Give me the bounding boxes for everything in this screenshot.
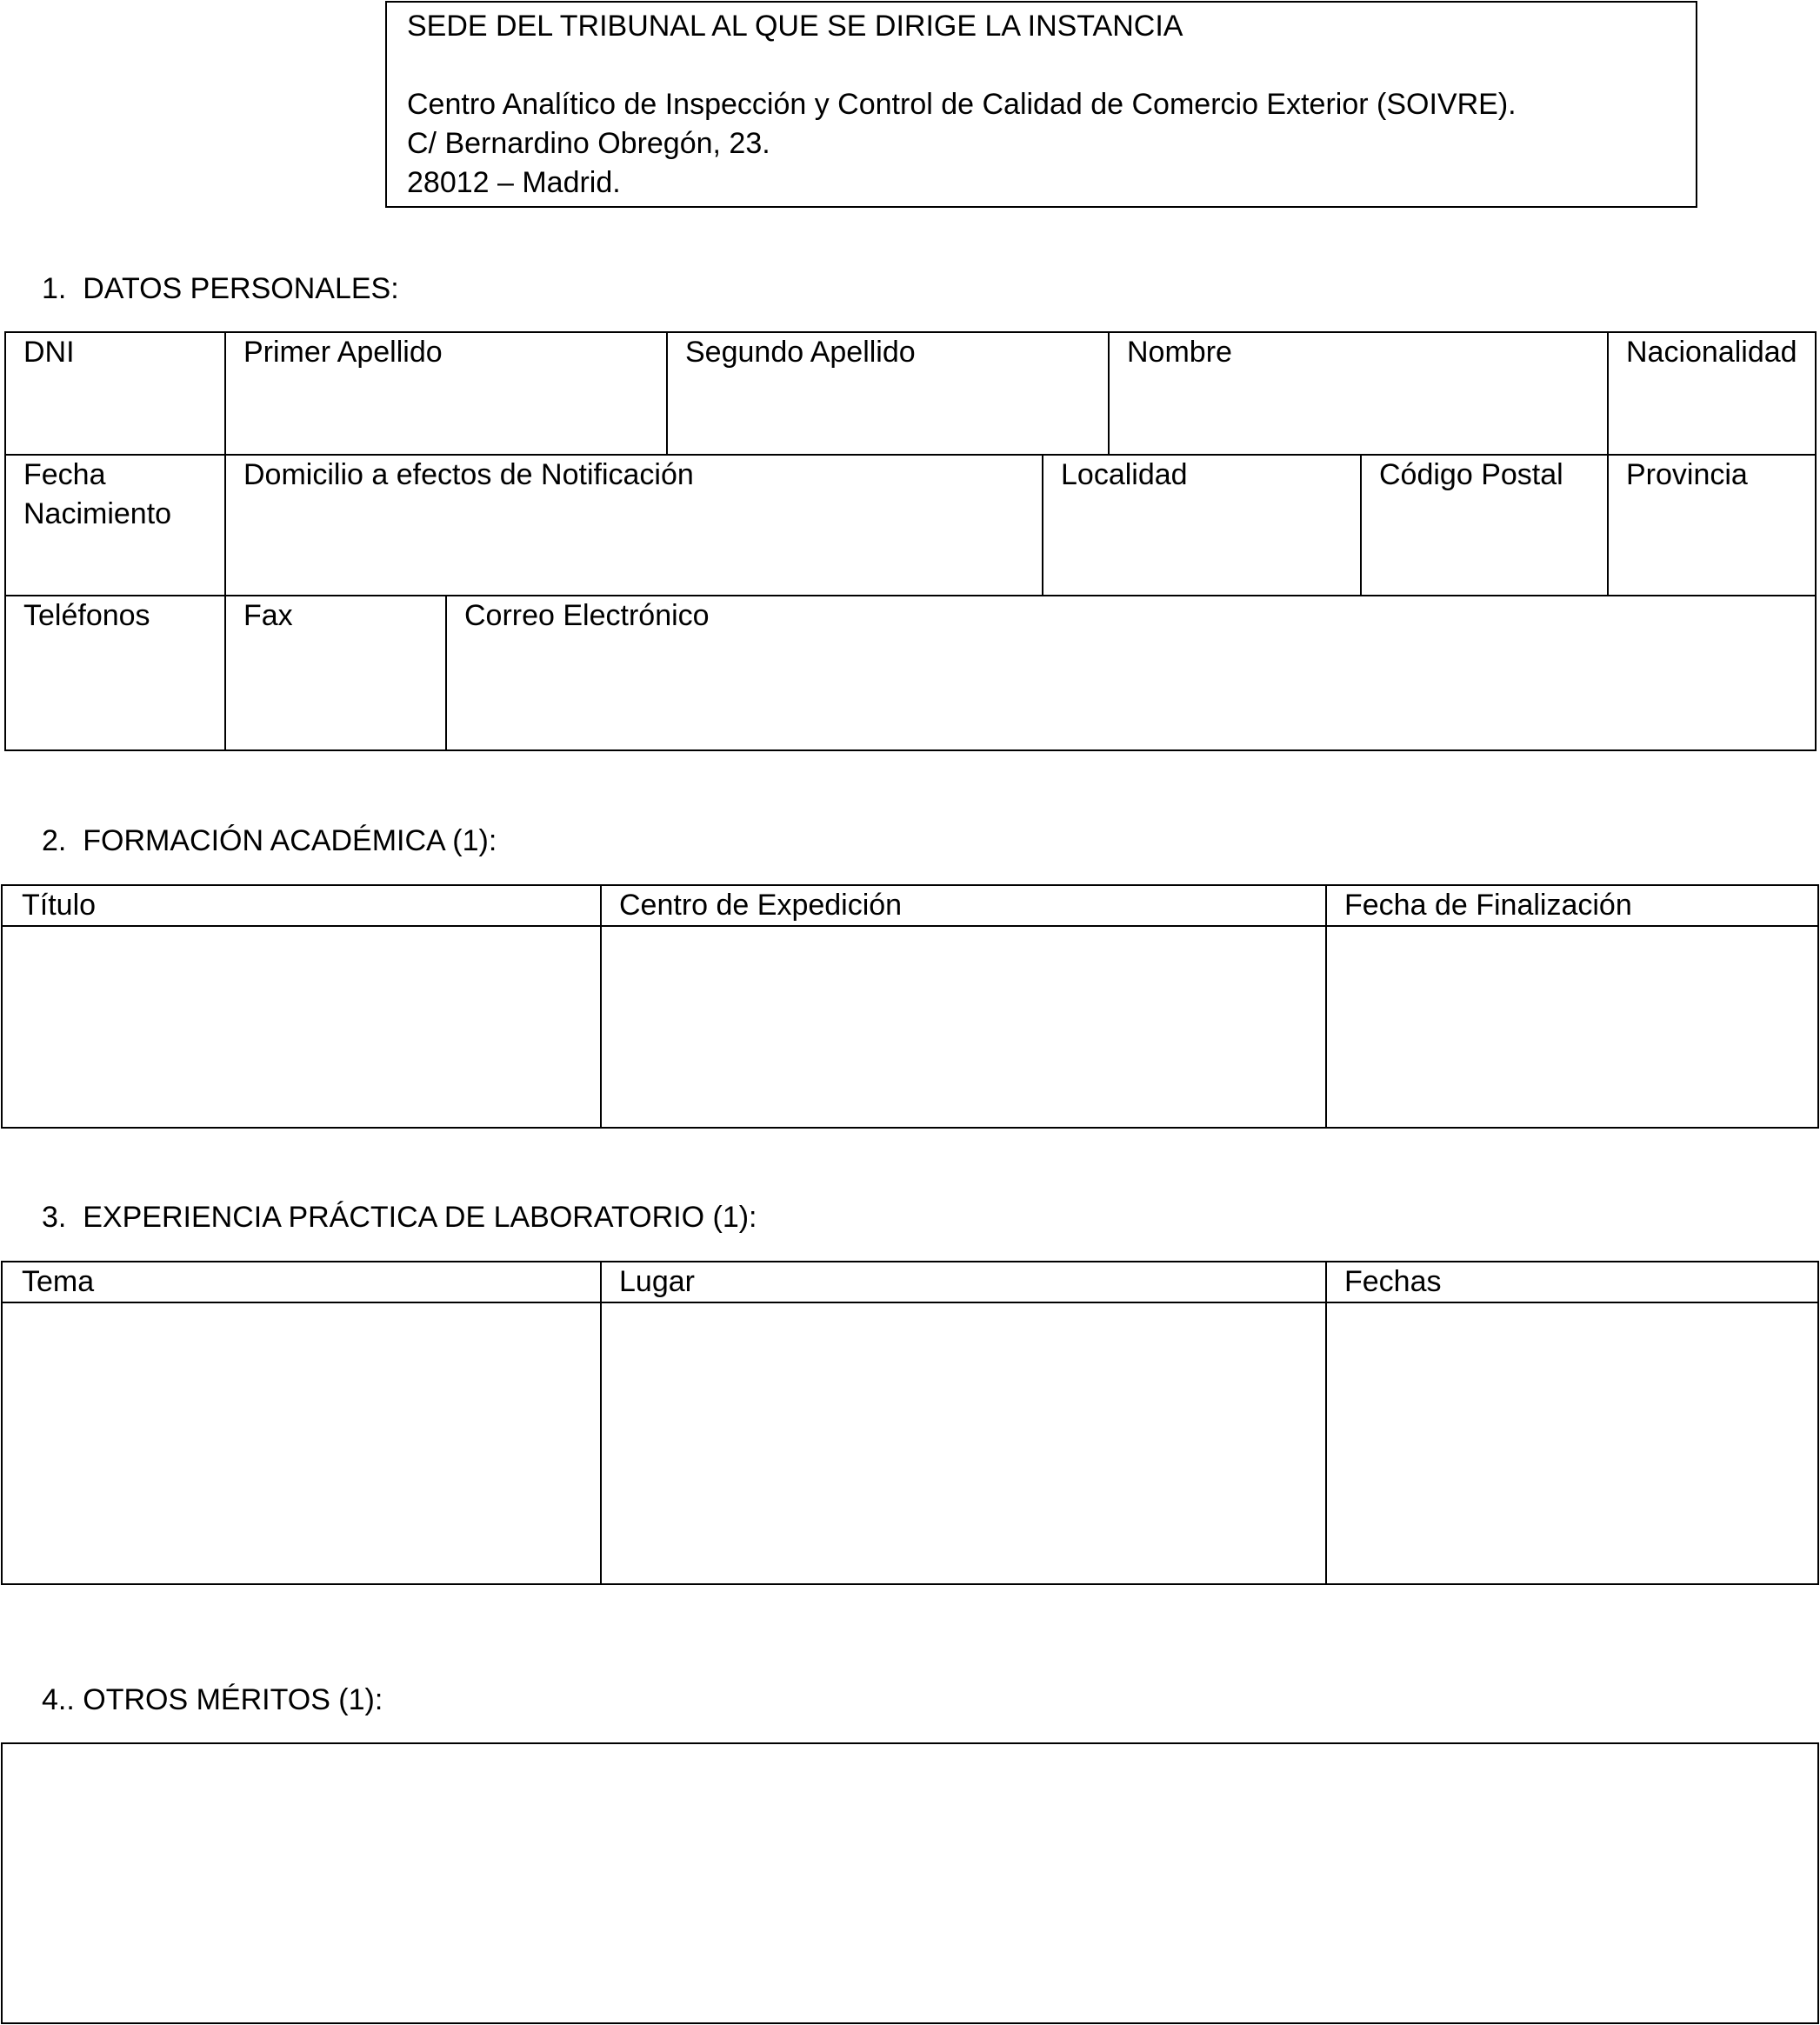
fechas-label: Fechas [1344,1265,1442,1298]
section-1-heading: 1. DATOS PERSONALES: [42,272,399,305]
lugar-label: Lugar [619,1265,695,1298]
fechas-field[interactable] [1325,1302,1819,1585]
section-4-heading: 4.. OTROS MÉRITOS (1): [42,1683,383,1716]
tema-field[interactable] [1,1302,602,1585]
tema-label: Tema [22,1265,95,1298]
titulo-field[interactable] [1,925,602,1129]
correo-label: Correo Electrónico [464,599,710,632]
domicilio-label: Domicilio a efectos de Notificación [243,458,694,491]
primer-apellido-field[interactable] [224,331,668,456]
centro-expedicion-field[interactable] [600,925,1327,1129]
nombre-field[interactable] [1108,331,1609,456]
fechas-header [1325,1261,1819,1303]
nacionalidad-label: Nacionalidad [1626,336,1797,369]
titulo-header [1,884,602,927]
lugar-header [600,1261,1327,1303]
sede-line-3: 28012 – Madrid. [407,166,621,199]
sede-line-1: Centro Analítico de Inspección y Control de Calidad de Comercio Exterior (SOIVRE). [407,88,1517,121]
fecha-nacimiento-label-2: Nacimiento [23,497,172,530]
telefonos-label: Teléfonos [23,599,150,632]
section-3-heading: 3. EXPERIENCIA PRÁCTICA DE LABORATORIO (1): [42,1201,757,1234]
primer-apellido-label: Primer Apellido [243,336,443,369]
fecha-finalizacion-header [1325,884,1819,927]
otros-meritos-field[interactable] [1,1742,1819,2024]
fecha-nacimiento-label-1: Fecha [23,458,106,491]
titulo-label: Título [22,889,97,922]
provincia-label: Provincia [1626,458,1748,491]
segundo-apellido-field[interactable] [666,331,1110,456]
provincia-field[interactable] [1607,454,1817,596]
nombre-label: Nombre [1127,336,1232,369]
centro-expedicion-label: Centro de Expedición [619,889,903,922]
fecha-finalizacion-label: Fecha de Finalización [1344,889,1632,922]
dni-field[interactable] [4,331,226,456]
localidad-field[interactable] [1042,454,1362,596]
tema-header [1,1261,602,1303]
correo-field[interactable] [445,595,1817,751]
codigo-postal-field[interactable] [1360,454,1609,596]
sede-box [385,1,1697,208]
segundo-apellido-label: Segundo Apellido [685,336,916,369]
fecha-nacimiento-field[interactable] [4,454,226,596]
domicilio-field[interactable] [224,454,1043,596]
codigo-postal-label: Código Postal [1379,458,1563,491]
centro-expedicion-header [600,884,1327,927]
section-2-heading: 2. FORMACIÓN ACADÉMICA (1): [42,824,497,857]
telefonos-field[interactable] [4,595,226,751]
fax-field[interactable] [224,595,447,751]
sede-line-2: C/ Bernardino Obregón, 23. [407,127,770,160]
sede-spacer [407,46,1696,85]
lugar-field[interactable] [600,1302,1327,1585]
fax-label: Fax [243,599,293,632]
fecha-finalizacion-field[interactable] [1325,925,1819,1129]
dni-label: DNI [23,336,75,369]
nacionalidad-field[interactable] [1607,331,1817,456]
localidad-label: Localidad [1061,458,1188,491]
sede-title: SEDE DEL TRIBUNAL AL QUE SE DIRIGE LA INSTANCIA [407,10,1183,43]
